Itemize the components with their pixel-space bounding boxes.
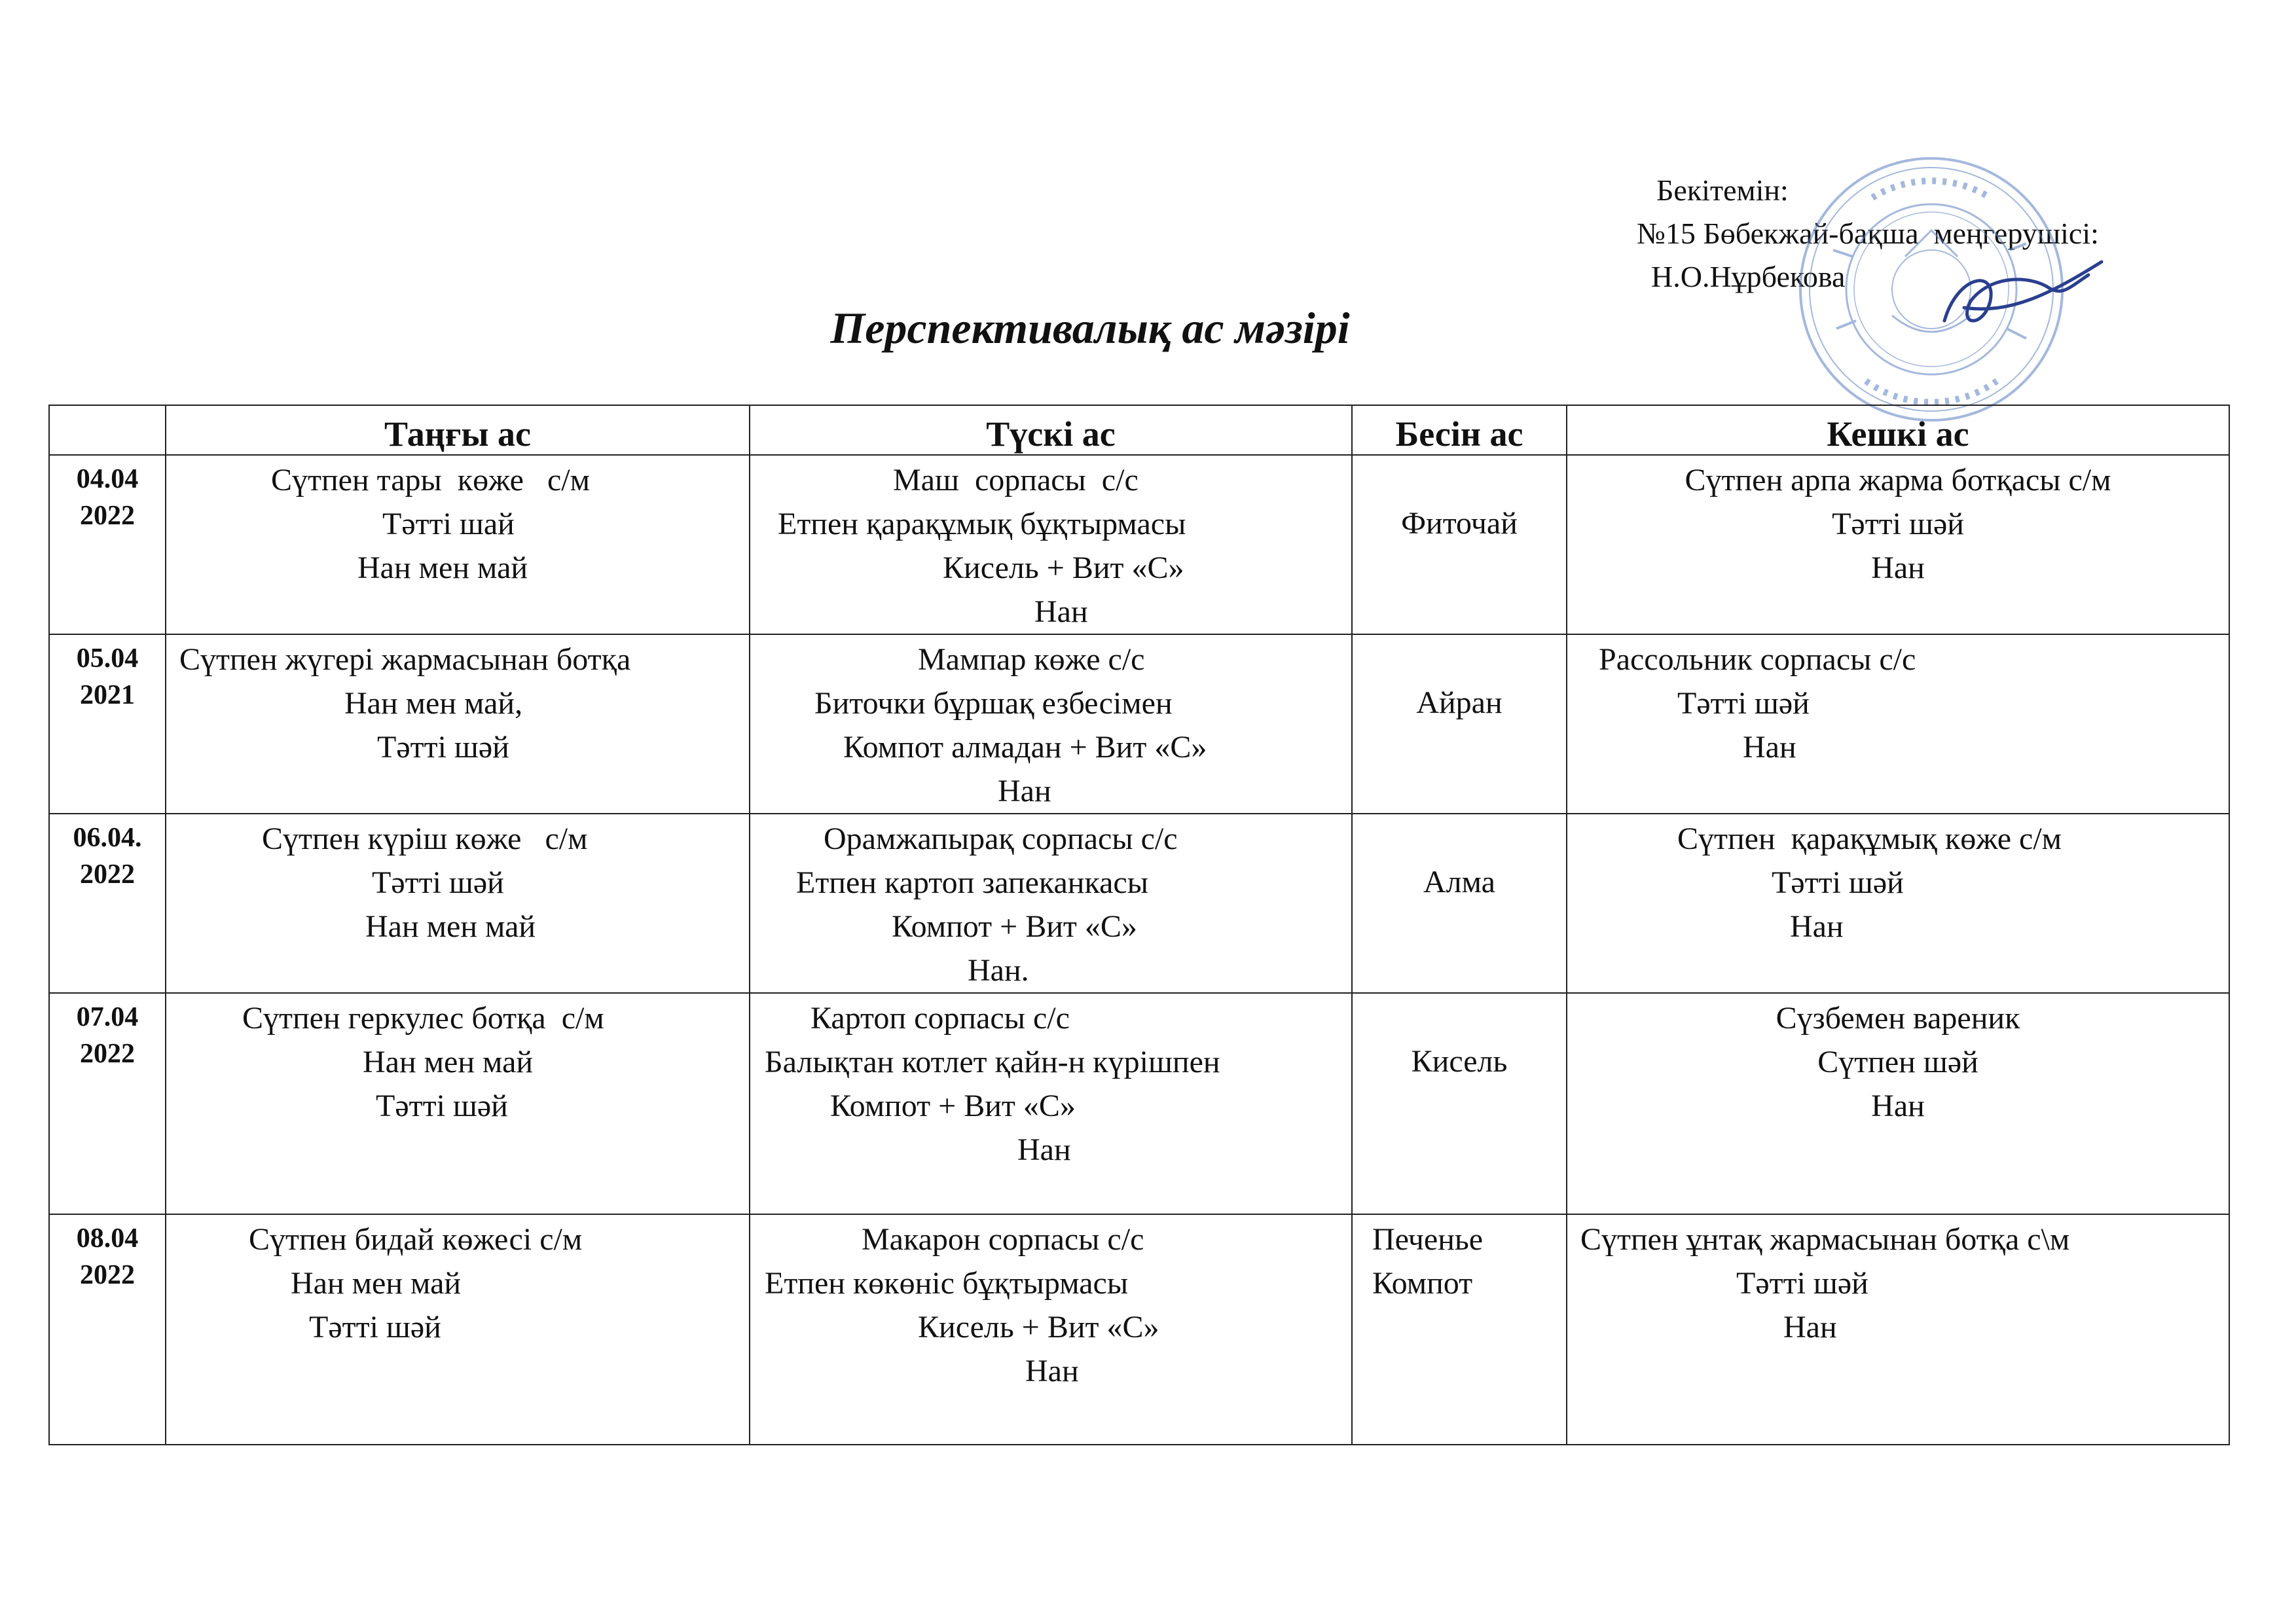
lunch-cell [750, 814, 1352, 993]
menu-item: Нан мен май [291, 1266, 462, 1301]
menu-item: Компот алмадан + Вит «С» [843, 730, 1207, 765]
menu-item: Кисель + Вит «С» [943, 550, 1184, 585]
snack-cell [1352, 455, 1567, 634]
menu-item: Нан. [968, 953, 1029, 988]
menu-item: Мампар көже с/с [918, 642, 1145, 677]
menu-item: Сүтпен қарақұмық көже с/м [1677, 821, 2062, 856]
menu-item: Етпен көкөніс бұқтырмасы [765, 1266, 1129, 1301]
menu-item: Нан [1871, 1089, 1925, 1123]
menu-item: Картоп сорпасы с/с [811, 1001, 1070, 1036]
menu-item: Нан [1034, 594, 1088, 629]
date-year: 2022 [80, 501, 135, 531]
menu-item: Айран [1416, 685, 1503, 720]
menu-item: Сүтпен ұнтақ жармасынан ботқа с\м [1580, 1222, 2070, 1257]
table-row [49, 634, 2229, 814]
menu-item: Тәтті шәй [1736, 1266, 1868, 1301]
table-row [49, 814, 2229, 993]
menu-item: Нан [1790, 909, 1844, 944]
dinner-cell [1567, 634, 2229, 814]
menu-item: Нан [1871, 550, 1925, 585]
menu-item: Тәтті шәй [377, 730, 509, 765]
lunch-cell [750, 1214, 1352, 1445]
menu-item: Сүзбемен вареник [1776, 1001, 2020, 1036]
menu-item: Нан [1783, 1310, 1837, 1344]
menu-item: Сүтпен тары көже с/м [271, 463, 590, 497]
menu-item: Тәтті шәй [309, 1310, 441, 1344]
date-cell [49, 634, 166, 814]
menu-item: Орамжапырақ сорпасы с/с [824, 821, 1178, 856]
menu-item: Балықтан котлет қайн-н күрішпен [765, 1045, 1220, 1079]
menu-item: Етпен қарақұмық бұқтырмасы [778, 507, 1186, 541]
menu-item: Тәтті шай [382, 507, 515, 541]
date-year: 2022 [80, 1039, 135, 1069]
header-date [49, 405, 166, 455]
date-cell [49, 455, 166, 634]
breakfast-cell [166, 1214, 750, 1445]
snack-cell [1352, 634, 1567, 814]
menu-item: Печенье [1372, 1222, 1484, 1257]
menu-item: Сүтпен күріш көже с/м [262, 821, 588, 856]
table-row [49, 1214, 2229, 1445]
date-day: 05.04 [76, 643, 139, 674]
menu-item: Нан [1025, 1354, 1079, 1388]
header-lunch: Түскі ас [750, 405, 1352, 455]
header-snack: Бесін ас [1352, 405, 1567, 455]
menu-item: Биточки бұршақ езбесімен [814, 686, 1173, 721]
dinner-cell [1567, 455, 2229, 634]
menu-item: Сүтпен шәй [1817, 1045, 1978, 1079]
snack-cell [1352, 1214, 1567, 1445]
lunch-cell [750, 993, 1352, 1214]
snack-cell [1352, 814, 1567, 993]
menu-item: Кисель + Вит «С» [918, 1310, 1159, 1344]
page-title: Перспективалық ас мәзірі [830, 303, 1350, 353]
menu-item: Компот + Вит «С» [830, 1089, 1076, 1123]
menu-item: Нан [998, 774, 1051, 808]
snack-cell [1352, 993, 1567, 1214]
dinner-cell [1567, 814, 2229, 993]
menu-item: Тәтті шәй [1677, 686, 1810, 721]
date-day: 04.04 [76, 464, 139, 494]
menu-item: Сүтпен жүгері жармасынан ботқа [179, 642, 631, 677]
menu-item: Компот [1372, 1266, 1473, 1301]
date-cell [49, 814, 166, 993]
menu-item: Тәтті шәй [372, 865, 504, 900]
breakfast-cell [166, 455, 750, 634]
lunch-cell [750, 455, 1352, 634]
menu-item: Компот + Вит «С» [892, 909, 1137, 944]
date-day: 06.04. [73, 823, 142, 853]
lunch-cell [750, 634, 1352, 814]
breakfast-cell [166, 993, 750, 1214]
menu-table [48, 405, 2230, 1445]
menu-item: Нан мен май, [344, 686, 523, 721]
header-breakfast: Таңғы ас [166, 405, 750, 455]
menu-item: Алма [1423, 865, 1495, 899]
table-row [49, 455, 2229, 634]
breakfast-cell [166, 634, 750, 814]
menu-item: Сүтпен бидай көжесі с/м [249, 1222, 583, 1257]
menu-item: Фиточай [1401, 506, 1518, 541]
table-row [49, 993, 2229, 1214]
date-year: 2022 [80, 859, 135, 890]
menu-item: Тәтті шәй [1772, 865, 1904, 900]
date-day: 08.04 [76, 1223, 139, 1254]
menu-item: Етпен картоп запеканкасы [796, 865, 1148, 900]
approval-position: №15 Бөбекжай-бақша меңгерушісі: [1637, 217, 2099, 250]
date-year: 2022 [80, 1260, 135, 1290]
header-dinner: Кешкі ас [1567, 405, 2229, 455]
approval-label: Бекітемін: [1656, 173, 1789, 207]
approval-name: Н.О.Нұрбекова [1651, 260, 1846, 293]
menu-item: Маш сорпасы с/с [893, 463, 1139, 497]
date-day: 07.04 [76, 1002, 139, 1032]
dinner-cell [1567, 993, 2229, 1214]
menu-item: Тәтті шәй [376, 1089, 508, 1123]
date-cell [49, 993, 166, 1214]
menu-item: Макарон сорпасы с/с [862, 1222, 1144, 1257]
breakfast-cell [166, 814, 750, 993]
menu-item: Сүтпен арпа жарма ботқасы с/м [1685, 463, 2111, 497]
header-row [49, 405, 2229, 455]
menu-item: Сүтпен геркулес ботқа с/м [242, 1001, 604, 1036]
date-cell [49, 1214, 166, 1445]
dinner-cell [1567, 1214, 2229, 1445]
menu-item: Нан мен май [363, 1045, 534, 1079]
menu-item: Нан мен май [357, 550, 528, 585]
menu-item: Тәтті шәй [1832, 507, 1964, 541]
menu-item: Нан [1743, 730, 1796, 765]
date-year: 2021 [80, 680, 135, 710]
menu-item: Нан мен май [365, 909, 536, 944]
menu-item: Нан [1017, 1132, 1071, 1167]
menu-item: Рассольник сорпасы с/с [1599, 642, 1916, 677]
menu-item: Кисель [1411, 1044, 1508, 1079]
